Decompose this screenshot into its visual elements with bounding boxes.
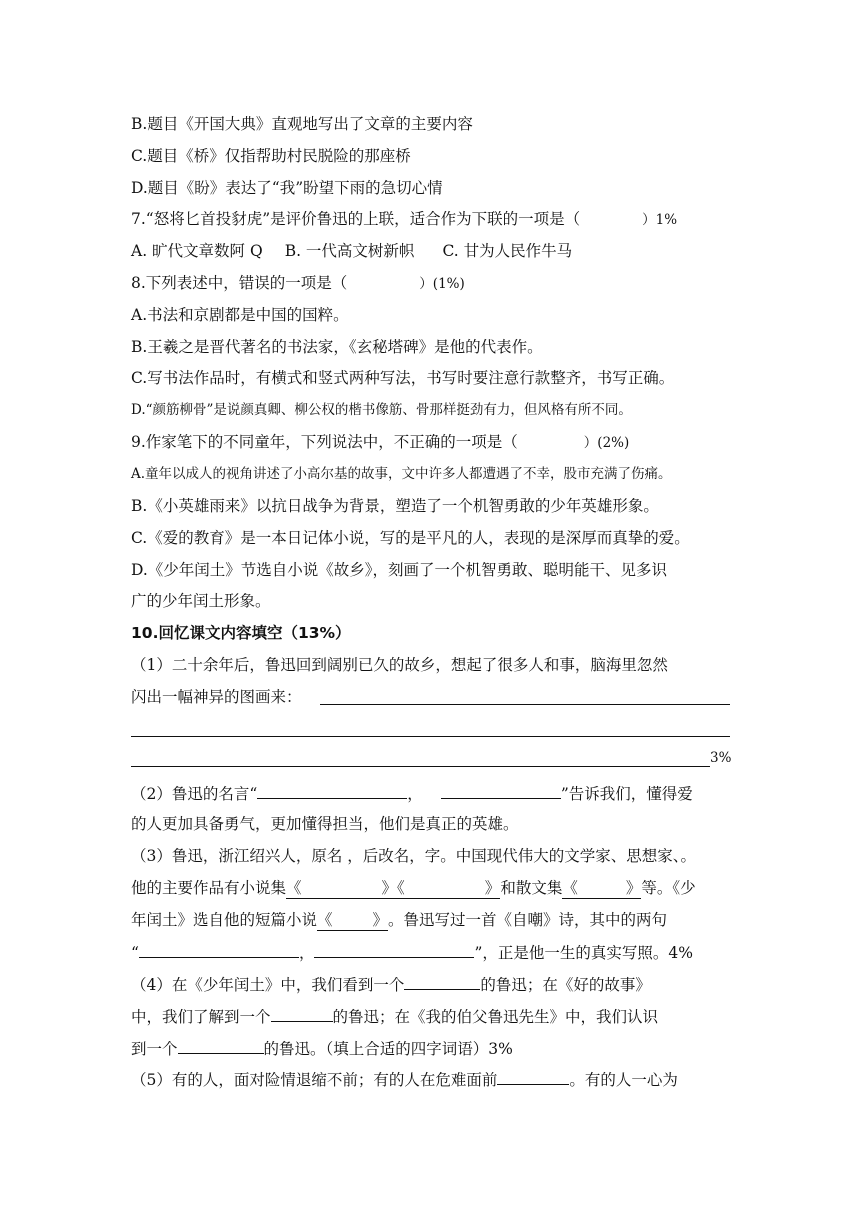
option-7b: B. 一代高文树新帜	[284, 242, 415, 260]
question-7-options	[131, 241, 572, 261]
part-3-works-end: 等。《少	[641, 879, 696, 897]
answer-blank-3c[interactable]: 《 》	[317, 911, 389, 929]
answer-blank-4b[interactable]	[271, 1005, 333, 1022]
part-3-story-text: 年闰土》选自他的短篇小说	[131, 911, 318, 929]
option-8d: D.“颜筋柳骨”是说颜真卿、柳公权的楷书像筋、骨那样挺劲有力，但风格有所不同。	[131, 402, 632, 418]
question-9-text: 9.作家笔下的不同童年，下列说法中，不正确的一项是（	[131, 433, 518, 451]
part-2-text-a: （2）鲁迅的名言“	[131, 785, 258, 803]
option-9c: C.《爱的教育》是一本日记体小说，写的是平凡的人，表现的是深厚而真挚的爱。	[131, 529, 690, 547]
part-3-text: （3）鲁迅，浙江绍兴人，原名 ，后改名，字。中国现代伟大的文学家、思想家、。	[131, 847, 697, 865]
question-7-text: 7.“怒将匕首投豺虎”是评价鲁迅的上联，适合作为下联的一项是（	[131, 210, 581, 228]
part-2-comma: ，	[407, 785, 423, 803]
part-3-poem: “ ， ”，正是他一生的真实写照。4%	[131, 941, 693, 963]
option-9a: A.童年以成人的视角讲述了小高尔基的故事，文中许多人都遭遇了不幸，股市充满了伤痛。	[131, 466, 672, 482]
question-8	[131, 273, 465, 294]
part-2-cont: 的人更加具备勇气，更加懂得担当，他们是真正的英雄。	[131, 815, 519, 833]
part-2	[131, 782, 693, 804]
option-7a: A. 旷代文章数阿 Q	[131, 242, 263, 260]
part-1-score: 3%	[710, 750, 732, 766]
part-3-works-text: 他的主要作品有小说集	[131, 879, 287, 897]
part-2-text-b: ”告诉我们，懂得爱	[560, 785, 693, 803]
part-3-story	[131, 910, 667, 931]
part-3-essays-text: 和散文集	[500, 879, 563, 897]
answer-blank-3d[interactable]	[139, 941, 299, 958]
option-8c: C.写书法作品时，有横式和竖式两种写法，书写时要注意行款整齐，书写正确。	[131, 369, 675, 387]
answer-blank-5a[interactable]	[497, 1068, 569, 1085]
question-8-score: ）(1%)	[419, 276, 465, 292]
part-4-b: 中，我们了解到一个 的鲁迅；在《我的伯父鲁迅先生》中，我们认识	[131, 1005, 658, 1027]
answer-line-1c[interactable]	[131, 766, 710, 767]
option-9d: D.《少年闰土》节选自小说《故乡》，刻画了一个机智勇敢、聪明能干、见多识	[131, 561, 668, 579]
question-9	[131, 432, 629, 453]
option-9d-cont: 广的少年闰土形象。	[131, 592, 271, 610]
part-3-works	[131, 878, 696, 899]
part-3-poem-text: 。鲁迅写过一首《自嘲》诗，其中的两句	[388, 911, 668, 929]
option-b-kaiguo: B.题目《开国大典》直观地写出了文章的主要内容	[131, 115, 473, 133]
part-5: （5）有的人，面对险情退缩不前；有的人在危难面前 。有的人一心为	[131, 1068, 678, 1090]
part-4-a: （4）在《少年闰土》中，我们看到一个 的鲁迅；在《好的故事》	[131, 973, 651, 995]
question-7	[131, 209, 677, 230]
part-1-prompt: 闪出一幅神异的图画来：	[131, 688, 302, 706]
option-8b: B.王羲之是晋代著名的书法家，《玄秘塔碑》是他的代表作。	[131, 338, 543, 356]
answer-blank-4c[interactable]	[178, 1037, 264, 1054]
question-8-text: 8.下列表述中，错误的一项是（	[131, 274, 348, 292]
answer-line-1b[interactable]	[131, 736, 730, 737]
answer-blank-3a[interactable]: 《 》《 》	[286, 879, 501, 897]
option-8a: A.书法和京剧都是中国的国粹。	[131, 306, 349, 324]
question-9-score: ）(2%)	[583, 435, 630, 451]
question-10-heading: 10.回忆课文内容填空（13%）	[131, 624, 351, 642]
option-7c: C. 甘为人民作牛马	[442, 242, 573, 260]
answer-line-1a[interactable]	[320, 704, 730, 705]
answer-blank-3b[interactable]: 《 》	[562, 879, 642, 897]
option-d-pan: D.题目《盼》表达了“我”盼望下雨的急切心情	[131, 179, 443, 197]
option-9b: B.《小英雄雨来》以抗日战争为背景，塑造了一个机智勇敢的少年英雄形象。	[131, 497, 659, 515]
answer-blank-4a[interactable]	[404, 973, 480, 990]
answer-blank-3e[interactable]	[314, 941, 474, 958]
option-c-qiao: C.题目《桥》仅指帮助村民脱险的那座桥	[131, 147, 411, 165]
question-7-score: ）1%	[642, 212, 678, 228]
part-3-poem-end: ”，正是他一生的真实写照。4%	[474, 944, 693, 962]
part-1-text: （1）二十余年后，鲁迅回到阔别已久的故乡，想起了很多人和事，脑海里忽然	[131, 656, 668, 674]
answer-blank-2a[interactable]	[257, 782, 407, 799]
part-4-c: 到一个 的鲁迅。（填上合适的四字词语）3%	[131, 1037, 513, 1059]
answer-blank-2b[interactable]	[441, 782, 561, 799]
